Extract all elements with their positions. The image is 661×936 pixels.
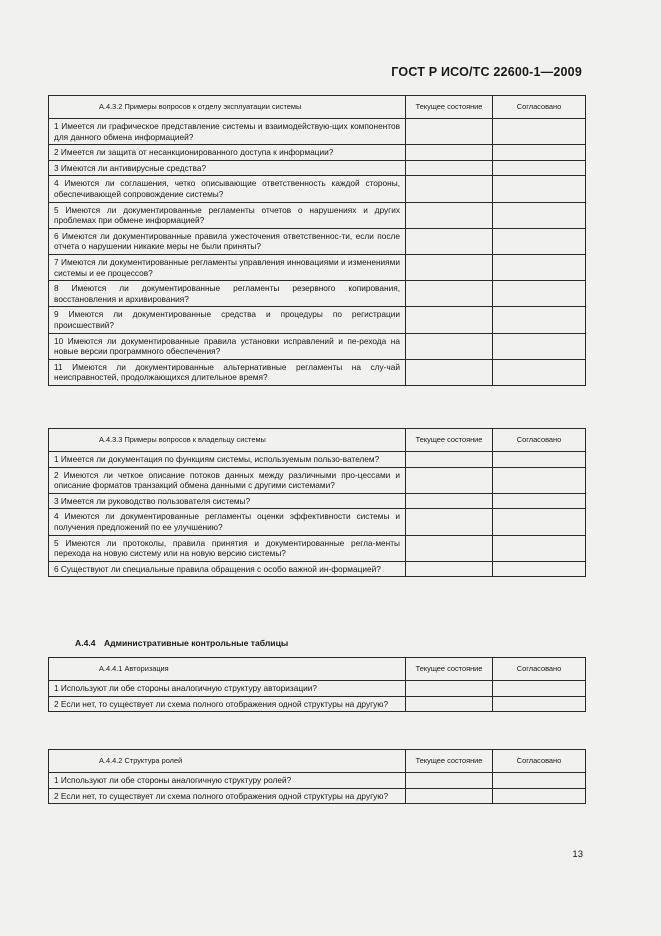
question-text: 2 Если нет, то существует ли схема полного отображения одной структуры на другую? (49, 788, 406, 804)
table-row (49, 281, 586, 307)
question-text: 4 Имеются ли документированные регламенты оценки эффективности системы и получения предложений по ее улучшению? (49, 509, 406, 535)
question-text: 5 Имеются ли документированные регламенты отчетов о нарушениях и других проблемах при обмене информацией? (49, 202, 406, 228)
current-state-cell[interactable] (406, 228, 493, 254)
column-header-current-state: Текущее состояние (406, 658, 493, 681)
question-text: 4 Имеются ли соглашения, четко описывающие ответственность каждой стороны, обеспечивающей сопровождение системы? (49, 176, 406, 202)
agreed-cell[interactable] (493, 509, 586, 535)
table-title: А.4.3.2 Примеры вопросов к отделу эксплуатации системы (49, 96, 406, 119)
table-row (49, 254, 586, 280)
agreed-cell[interactable] (493, 467, 586, 493)
table-row (49, 119, 586, 145)
agreed-cell[interactable] (493, 254, 586, 280)
page-number: 13 (572, 849, 583, 860)
document-id: ГОСТ Р ИСО/ТС 22600-1—2009 (391, 65, 582, 79)
question-text: 6 Существуют ли специальные правила обращения с особо важной ин-формацией? (49, 561, 406, 577)
question-text: 3 Имеются ли антивирусные средства? (49, 160, 406, 176)
table-row (49, 561, 586, 577)
question-text: 2 Если нет, то существует ли схема полного отображения одной структуры на другую? (49, 696, 406, 712)
question-text: 2 Имеются ли четкое описание потоков данных между различными про-цессами и описание форматов транзакций обмена данными с другими системами? (49, 467, 406, 493)
column-header-agreed: Согласовано (493, 750, 586, 773)
current-state-cell[interactable] (406, 452, 493, 468)
question-text: 2 Имеется ли защита от несанкционированного доступа к информации? (49, 145, 406, 161)
current-state-cell[interactable] (406, 119, 493, 145)
table-row (49, 467, 586, 493)
agreed-cell[interactable] (493, 681, 586, 697)
agreed-cell[interactable] (493, 176, 586, 202)
current-state-cell[interactable] (406, 681, 493, 697)
current-state-cell[interactable] (406, 561, 493, 577)
table-row (49, 307, 586, 333)
current-state-cell[interactable] (406, 307, 493, 333)
question-text: 5 Имеются ли протоколы, правила принятия и документированные регла-менты перехода на новую систему или на новую версию системы? (49, 535, 406, 561)
section-number: А.4.4 (75, 638, 96, 648)
table-row (49, 228, 586, 254)
column-header-agreed: Согласовано (493, 429, 586, 452)
current-state-cell[interactable] (406, 145, 493, 161)
section-title: Административные контрольные таблицы (103, 638, 289, 648)
table-row (49, 788, 586, 804)
table-row (49, 145, 586, 161)
agreed-cell[interactable] (493, 561, 586, 577)
column-header-agreed: Согласовано (493, 96, 586, 119)
table-row (49, 509, 586, 535)
current-state-cell[interactable] (406, 788, 493, 804)
question-text: 1 Имеется ли графическое представление системы и взаимодействую-щих компонентов для данного обмена информацией? (49, 119, 406, 145)
checklist-table-operations (48, 95, 586, 386)
question-text: 1 Используют ли обе стороны аналогичную структуру авторизации? (49, 681, 406, 697)
table-row (49, 452, 586, 468)
checklist-table-owner (48, 428, 586, 577)
table-row (49, 202, 586, 228)
agreed-cell[interactable] (493, 145, 586, 161)
column-header-agreed: Согласовано (493, 658, 586, 681)
current-state-cell[interactable] (406, 333, 493, 359)
agreed-cell[interactable] (493, 773, 586, 789)
agreed-cell[interactable] (493, 696, 586, 712)
current-state-cell[interactable] (406, 202, 493, 228)
table-row (49, 160, 586, 176)
current-state-cell[interactable] (406, 535, 493, 561)
agreed-cell[interactable] (493, 535, 586, 561)
current-state-cell[interactable] (406, 493, 493, 509)
question-text: 8 Имеются ли документированные регламенты резервного копирования, восстановления и архивирования? (49, 281, 406, 307)
table-row (49, 773, 586, 789)
current-state-cell[interactable] (406, 160, 493, 176)
current-state-cell[interactable] (406, 359, 493, 385)
section-heading (75, 638, 288, 648)
agreed-cell[interactable] (493, 281, 586, 307)
question-text: 9 Имеются ли документированные средства и процедуры по регистрации происшествий? (49, 307, 406, 333)
agreed-cell[interactable] (493, 119, 586, 145)
question-text: 7 Имеются ли документированные регламенты управления инновациями и изменениями системы и ее процессов? (49, 254, 406, 280)
checklist-table-authorization (48, 657, 586, 712)
table-row (49, 696, 586, 712)
agreed-cell[interactable] (493, 160, 586, 176)
table-row (49, 493, 586, 509)
agreed-cell[interactable] (493, 228, 586, 254)
agreed-cell[interactable] (493, 452, 586, 468)
checklist-table-roles (48, 749, 586, 804)
table-header-row (49, 750, 586, 773)
column-header-current-state: Текущее состояние (406, 429, 493, 452)
table-title: А.4.3.3 Примеры вопросов к владельцу системы (49, 429, 406, 452)
current-state-cell[interactable] (406, 773, 493, 789)
current-state-cell[interactable] (406, 509, 493, 535)
question-text: 10 Имеются ли документированные правила установки исправлений и пе-рехода на новые версии программного обеспечения? (49, 333, 406, 359)
table-header-row (49, 96, 586, 119)
question-text: 11 Имеются ли документированные альтернативные регламенты на слу-чай неисправностей, продолжающихся длительное время? (49, 359, 406, 385)
table-row (49, 681, 586, 697)
current-state-cell[interactable] (406, 176, 493, 202)
current-state-cell[interactable] (406, 696, 493, 712)
current-state-cell[interactable] (406, 281, 493, 307)
column-header-current-state: Текущее состояние (406, 96, 493, 119)
question-text: 6 Имеются ли документированные правила ужесточения ответственнос-ти, если после отчета о нарушении никакие меры не были приняты? (49, 228, 406, 254)
table-header-row (49, 429, 586, 452)
table-row (49, 333, 586, 359)
table-row (49, 176, 586, 202)
agreed-cell[interactable] (493, 333, 586, 359)
table-header-row (49, 658, 586, 681)
agreed-cell[interactable] (493, 788, 586, 804)
table-title: А.4.4.1 Авторизация (49, 658, 406, 681)
question-text: 1 Используют ли обе стороны аналогичную структуру ролей? (49, 773, 406, 789)
question-text: 1 Имеется ли документация по функциям системы, используемым пользо-вателем? (49, 452, 406, 468)
column-header-current-state: Текущее состояние (406, 750, 493, 773)
agreed-cell[interactable] (493, 202, 586, 228)
table-title: А.4.4.2 Структура ролей (49, 750, 406, 773)
agreed-cell[interactable] (493, 307, 586, 333)
current-state-cell[interactable] (406, 254, 493, 280)
table-row (49, 535, 586, 561)
current-state-cell[interactable] (406, 467, 493, 493)
question-text: 3 Имеется ли руководство пользователя системы? (49, 493, 406, 509)
table-row (49, 359, 586, 385)
agreed-cell[interactable] (493, 359, 586, 385)
agreed-cell[interactable] (493, 493, 586, 509)
